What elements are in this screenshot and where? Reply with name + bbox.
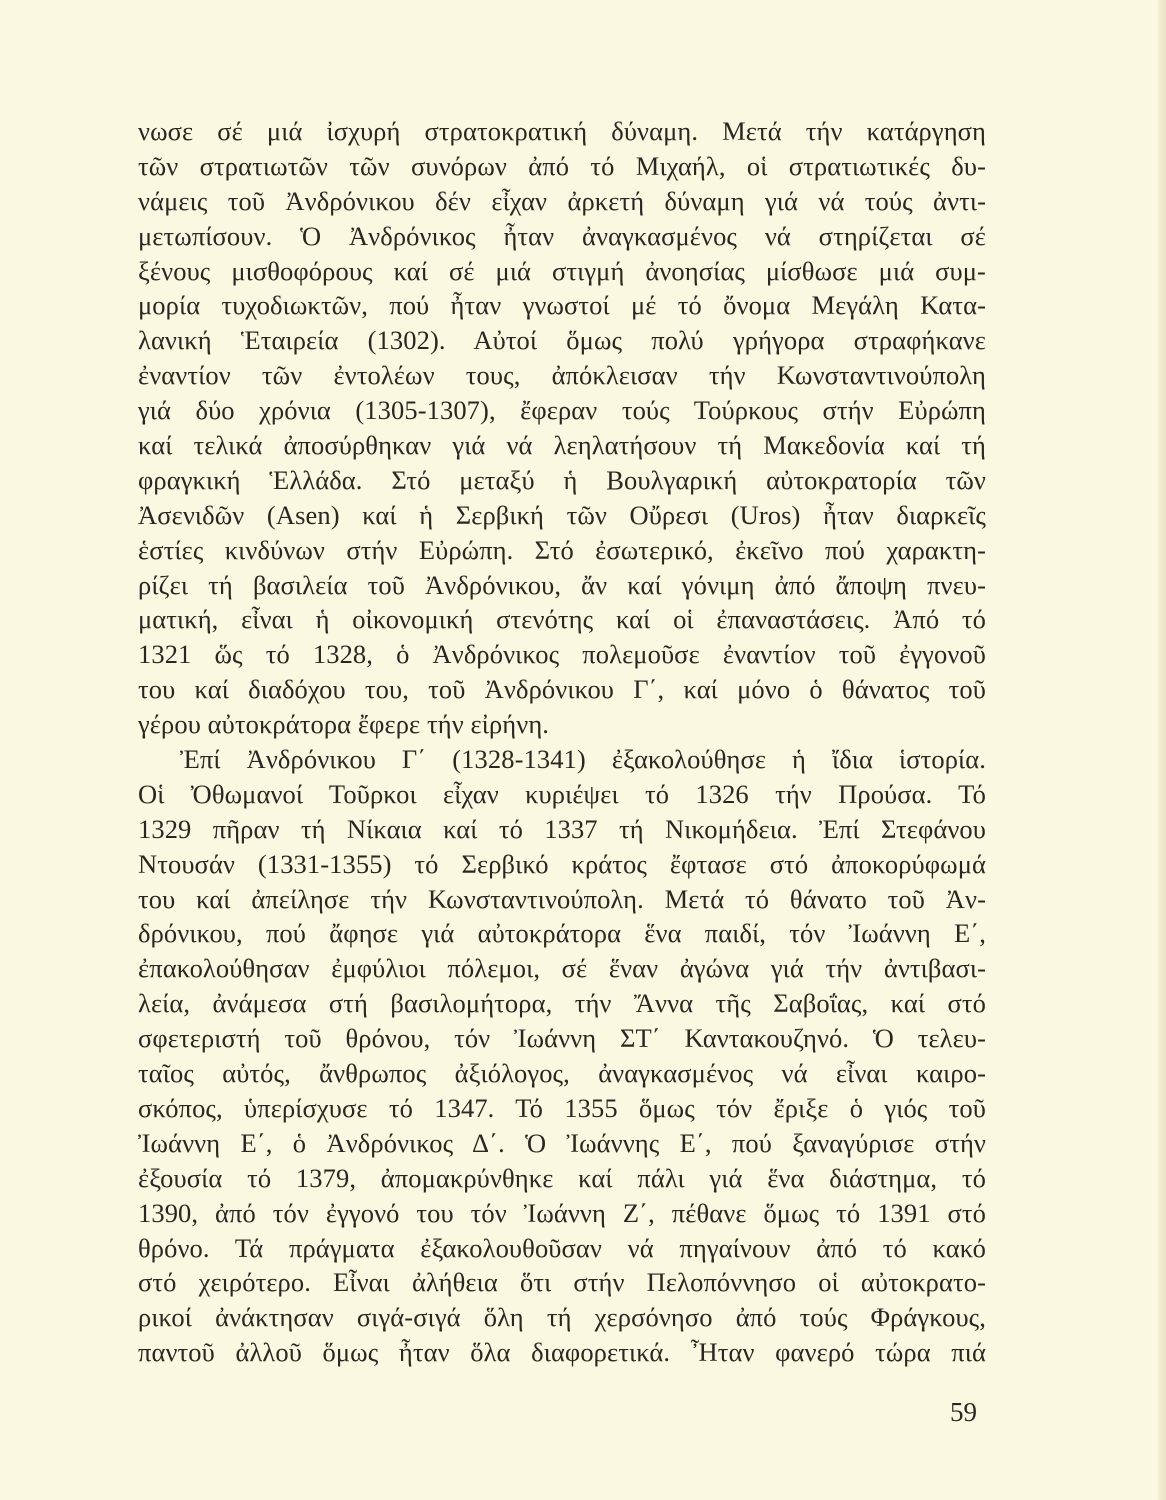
text-line: σφετεριστή τοῦ θρόνου, τόν Ἰωάννη ΣΤ΄ Καντακουζηνό. Ὁ τελευ- bbox=[138, 1023, 986, 1054]
text-line: νάμεις τοῦ Ἀνδρόνικου δέν εἶχαν ἀρκετή δύναμη γιά νά τούς ἀντι- bbox=[138, 185, 986, 216]
page-edge bbox=[1158, 0, 1166, 1500]
paragraph bbox=[138, 742, 986, 1370]
text-line: γιά δύο χρόνια (1305-1307), ἔφεραν τούς Τούρκους στήν Εὐρώπη bbox=[138, 395, 986, 426]
text-line: θρόνο. Τά πράγματα ἐξακολουθοῦσαν νά πηγαίνουν ἀπό τό κακό bbox=[138, 1232, 986, 1263]
text-line: νωσε σέ μιά ἰσχυρή στρατοκρατική δύναμη. Μετά τήν κατάργηση bbox=[138, 116, 986, 146]
text-line: ἑστίες κινδύνων στήν Εὐρώπη. Στό ἐσωτερικό, ἐκεῖνο πού χαρακτη- bbox=[138, 534, 986, 565]
page-number: 59 bbox=[950, 1397, 977, 1427]
paragraph bbox=[138, 114, 986, 742]
text-line: σκόπος, ὑπερίσχυσε τό 1347. Τό 1355 ὅμως τόν ἔριξε ὁ γιός τοῦ bbox=[138, 1092, 986, 1123]
text-line: φραγκική Ἑλλάδα. Στό μεταξύ ἡ Βουλγαρική αὐτοκρατορία τῶν bbox=[138, 464, 986, 495]
text-line: ρικοί ἀνάκτησαν σιγά-σιγά ὅλη τή χερσόνησο ἀπό τούς Φράγκους, bbox=[138, 1302, 986, 1333]
text-line: ἐπακολούθησαν ἐμφύλιοι πόλεμοι, σέ ἕναν ἀγώνα γιά τήν ἀντιβασι- bbox=[138, 953, 986, 984]
text-line: γέρου αὐτοκράτορα ἔφερε τήν εἰρήνη. bbox=[138, 709, 550, 740]
text-line: Οἱ Ὀθωμανοί Τοῦρκοι εἶχαν κυριέψει τό 1326 τήν Προύσα. Τό bbox=[138, 778, 986, 809]
text-line: μετωπίσουν. Ὁ Ἀνδρόνικος ἦταν ἀναγκασμένος νά στηρίζεται σέ bbox=[138, 220, 986, 251]
text-line: μορία τυχοδιωκτῶν, πού ἦταν γνωστοί μέ τό ὄνομα Μεγάλη Κατα- bbox=[138, 290, 986, 321]
text-line: τῶν στρατιωτῶν τῶν συνόρων ἀπό τό Μιχαήλ, οἱ στρατιωτικές δυ- bbox=[138, 150, 986, 181]
text-line: Ἐπί Ἀνδρόνικου Γ΄ (1328-1341) ἐξακολούθησε ἡ ἴδια ἱστορία. bbox=[180, 744, 986, 775]
text-line: 1390, ἀπό τόν ἐγγονό του τόν Ἰωάννη Ζ΄, πέθανε ὅμως τό 1391 στό bbox=[138, 1197, 986, 1228]
text-line: παντοῦ ἀλλοῦ ὅμως ἦταν ὅλα διαφορετικά. Ἦταν φανερό τώρα πιά bbox=[138, 1337, 986, 1368]
text-line: καί τελικά ἀποσύρθηκαν γιά νά λεηλατήσουν τή Μακεδονία καί τή bbox=[138, 430, 986, 461]
text-line: Ἀσενιδῶν (Asen) καί ἡ Σερβική τῶν Οὔρεσι (Uros) ἦταν διαρκεῖς bbox=[138, 499, 986, 530]
text-line: του καί ἀπείλησε τήν Κωνσταντινούπολη. Μετά τό θάνατο τοῦ Ἀν- bbox=[138, 883, 986, 914]
text-line: ἐναντίον τῶν ἐντολέων τους, ἀπόκλεισαν τήν Κωνσταντινούπολη bbox=[138, 360, 986, 391]
text-line: λεία, ἀνάμεσα στή βασιλομήτορα, τήν Ἄννα τῆς Σαβοΐας, καί στό bbox=[138, 988, 986, 1019]
text-line: 1329 πῆραν τή Νίκαια καί τό 1337 τή Νικομήδεια. Ἐπί Στεφάνου bbox=[138, 813, 986, 844]
text-line: ρίζει τή βασιλεία τοῦ Ἀνδρόνικου, ἄν καί γόνιμη ἀπό ἄποψη πνευ- bbox=[138, 569, 986, 600]
text-line: Ἰωάννη Ε΄, ὁ Ἀνδρόνικος Δ΄. Ὁ Ἰωάννης Ε΄, πού ξαναγύρισε στήν bbox=[138, 1127, 986, 1158]
text-line: στό χειρότερο. Εἶναι ἀλήθεια ὅτι στήν Πελοπόννησο οἱ αὐτοκρατο- bbox=[138, 1267, 986, 1298]
text-line: ἐξουσία τό 1379, ἀπομακρύνθηκε καί πάλι γιά ἕνα διάστημα, τό bbox=[138, 1162, 986, 1193]
text-line: του καί διαδόχου του, τοῦ Ἀνδρόνικου Γ΄, καί μόνο ὁ θάνατος τοῦ bbox=[138, 674, 986, 705]
text-line: Ντουσάν (1331-1355) τό Σερβικό κράτος ἔφτασε στό ἀποκορύφωμά bbox=[138, 848, 986, 879]
text-line: δρόνικου, πού ἄφησε γιά αὐτοκράτορα ἕνα παιδί, τόν Ἰωάννη Ε΄, bbox=[138, 918, 986, 949]
text-line: 1321 ὥς τό 1328, ὁ Ἀνδρόνικος πολεμοῦσε ἐναντίον τοῦ ἐγγονοῦ bbox=[138, 639, 986, 670]
text-line: ταῖος αὐτός, ἄνθρωπος ἀξιόλογος, ἀναγκασμένος νά εἶναι καιρο- bbox=[138, 1058, 986, 1089]
text-line: λανική Ἑταιρεία (1302). Αὐτοί ὅμως πολύ γρήγορα στραφήκανε bbox=[138, 325, 986, 356]
text-line: ξένους μισθοφόρους καί σέ μιά στιγμή ἀνοησίας μίσθωσε μιά συμ- bbox=[138, 255, 986, 286]
text-line: ματική, εἶναι ἡ οἰκονομική στενότης καί οἱ ἐπαναστάσεις. Ἀπό τό bbox=[138, 604, 986, 635]
body-text bbox=[138, 114, 986, 1370]
